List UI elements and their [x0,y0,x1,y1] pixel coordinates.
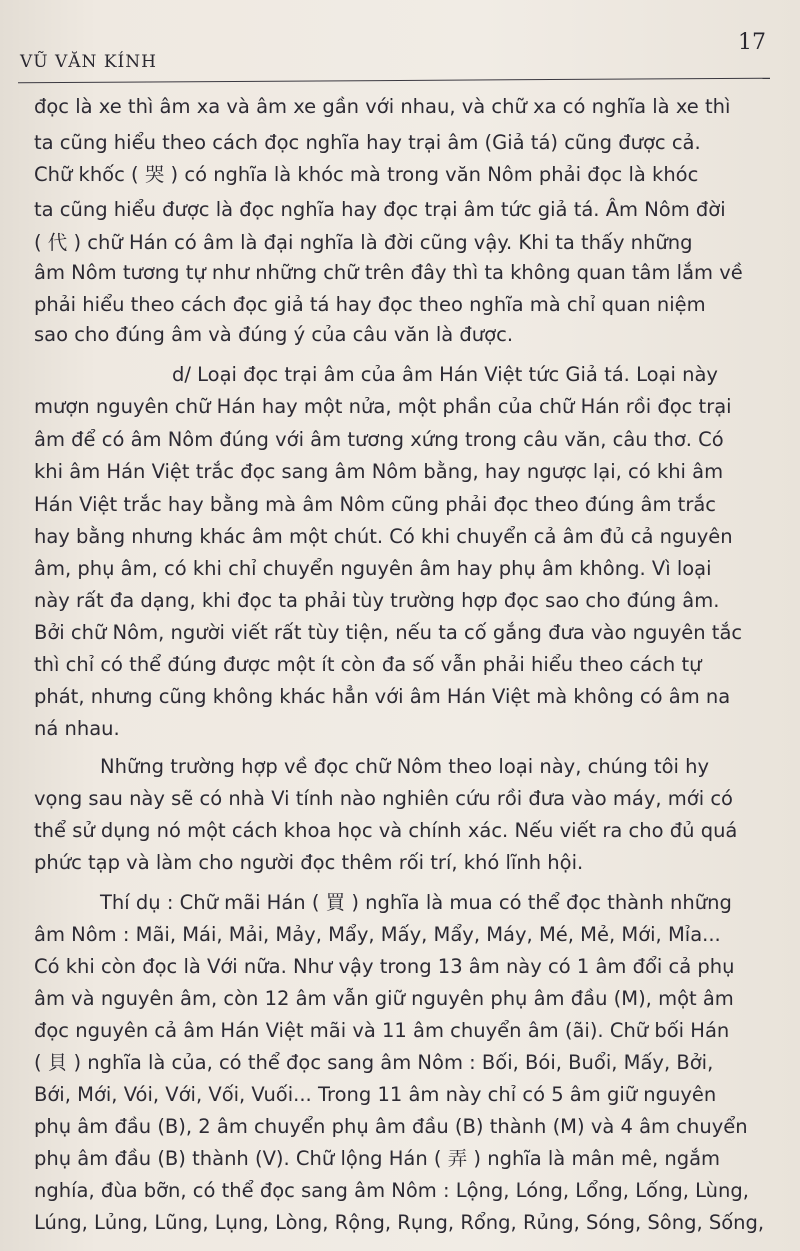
text-line: Lúng, Lủng, Lũng, Lụng, Lòng, Rộng, Rụng, Rổng, Rủng, Sóng, Sông, Sống, [34,1211,765,1234]
text-line: Thí dụ : Chữ mãi Hán ( 買 ) nghĩa là mua có thể đọc thành những [100,891,732,914]
text-line: ná nhau. [34,717,120,740]
text-line: Hán Việt trắc hay bằng mà âm Nôm cũng phải đọc theo đúng âm trắc [34,493,717,516]
text-line: phụ âm đầu (B), 2 âm chuyển phụ âm đầu (B) thành (M) và 4 âm chuyển [34,1115,748,1138]
text-line: hay bằng nhưng khác âm một chút. Có khi chuyển cả âm đủ cả nguyên [34,525,733,548]
text-line: này rất đa dạng, khi đọc ta phải tùy trường hợp đọc sao cho đúng âm. [34,589,720,612]
text-line: âm Nôm : Mãi, Mái, Mải, Mảy, Mẩy, Mấy, Mẩy, Máy, Mé, Mẻ, Mới, Mỉa... [34,923,721,946]
text-line: phức tạp và làm cho người đọc thêm rối trí, khó lĩnh hội. [34,851,584,874]
text-line: khi âm Hán Việt trắc đọc sang âm Nôm bằng, hay ngược lại, có khi âm [34,460,724,483]
text-line: Chữ khốc ( 哭 ) có nghĩa là khóc mà trong văn Nôm phải đọc là khóc [34,163,699,186]
text-line: phát, nhưng cũng không khác hẳn với âm Hán Việt mà không có âm na [34,685,731,708]
text-line: âm để có âm Nôm đúng với âm tương xứng trong câu văn, câu thơ. Có [34,428,724,451]
text-line: ta cũng hiểu theo cách đọc nghĩa hay trại âm (Giả tá) cũng được cả. [34,131,701,154]
text-line: phải hiểu theo cách đọc giả tá hay đọc theo nghĩa mà chỉ quan niệm [34,293,706,316]
text-line: ( 貝 ) nghĩa là của, có thể đọc sang âm Nôm : Bối, Bói, Buổi, Mấy, Bởi, [34,1051,714,1074]
text-line: đọc là xe thì âm xa và âm xe gần với nhau, và chữ xa có nghĩa là xe thì [34,95,731,118]
text-line: Bới, Mới, Vói, Với, Vối, Vuối... Trong 11 âm này chỉ có 5 âm giữ nguyên [34,1083,717,1106]
header-rule [18,78,770,84]
text-line: thì chỉ có thể đúng được một ít còn đa số vẫn phải hiểu theo cách tự [34,653,702,676]
text-line: ta cũng hiểu được là đọc nghĩa hay đọc trại âm tức giả tá. Âm Nôm đời [34,198,726,221]
text-line: ( 代 ) chữ Hán có âm là đại nghĩa là đời cũng vậy. Khi ta thấy những [34,231,693,254]
text-line: vọng sau này sẽ có nhà Vi tính nào nghiên cứu rồi đưa vào máy, mới có [34,787,733,810]
text-line: đọc nguyên cả âm Hán Việt mãi và 11 âm chuyển âm (ãi). Chữ bối Hán [34,1019,730,1042]
text-line: nghía, đùa bỡn, có thể đọc sang âm Nôm : Lộng, Lóng, Lổng, Lống, Lùng, [34,1179,749,1202]
text-line: Những trường hợp về đọc chữ Nôm theo loại này, chúng tôi hy [100,755,710,778]
text-line: sao cho đúng âm và đúng ý của câu văn là được. [34,323,514,346]
text-line: Bởi chữ Nôm, người viết rất tùy tiện, nếu ta cố gắng đưa vào nguyên tắc [34,621,743,644]
text-line: phụ âm đầu (B) thành (V). Chữ lộng Hán ( 弄 ) nghĩa là mân mê, ngắm [34,1147,721,1170]
text-line: thể sử dụng nó một cách khoa học và chính xác. Nếu viết ra cho đủ quá [34,819,738,842]
running-header-author: VŨ VĂN KÍNH [20,52,157,72]
page-number: 17 [738,30,766,55]
text-line: âm và nguyên âm, còn 12 âm vẫn giữ nguyên phụ âm đầu (M), một âm [34,987,734,1010]
text-line: Có khi còn đọc là Với nữa. Như vậy trong 13 âm này có 1 âm đổi cả phụ [34,955,735,978]
text-line: mượn nguyên chữ Hán hay một nửa, một phần của chữ Hán rồi đọc trại [34,395,732,418]
text-line: âm, phụ âm, có khi chỉ chuyển nguyên âm hay phụ âm không. Vì loại [34,557,712,580]
text-line: âm Nôm tương tự như những chữ trên đây thì ta không quan tâm lắm về [34,261,743,284]
text-line: d/ Loại đọc trại âm của âm Hán Việt tức Giả tá. Loại này [172,363,718,386]
